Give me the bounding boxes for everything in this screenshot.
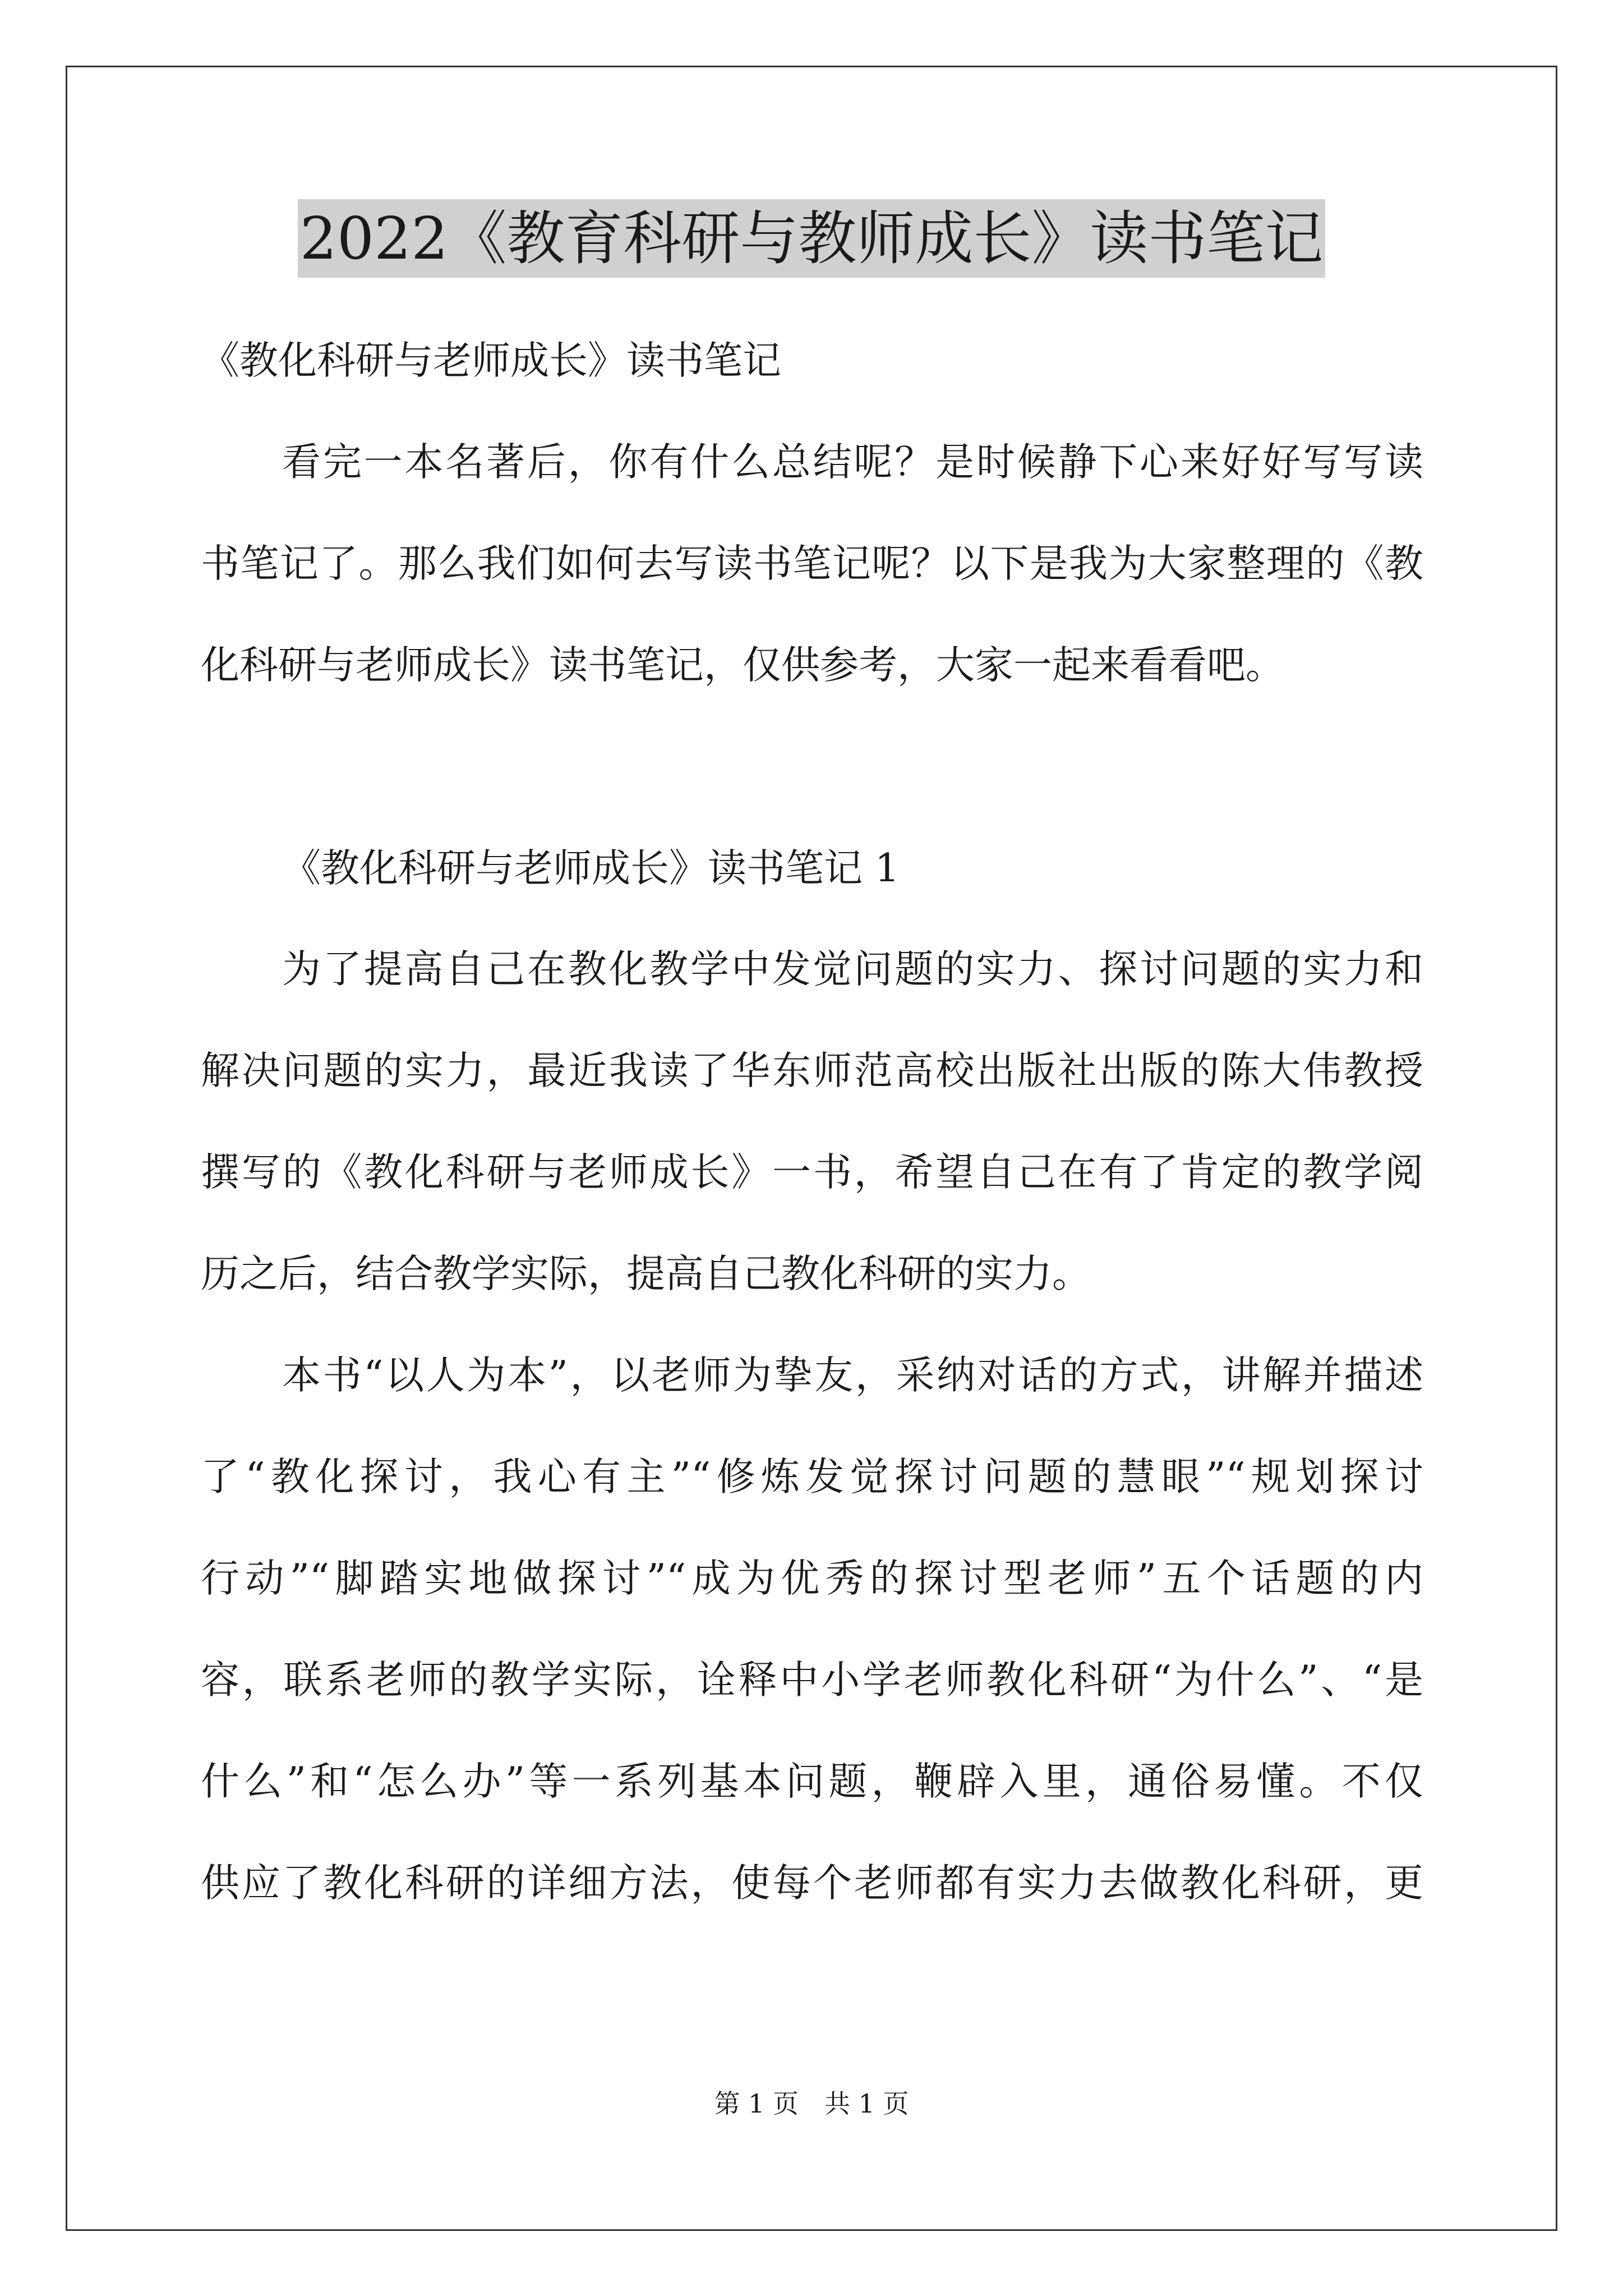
document-title	[0, 199, 1623, 278]
paragraph1-line-4: 历之后，结合教学实际，提高自己教化科研的实力。	[201, 1251, 1091, 1296]
intro-line-3: 化科研与老师成长》读书笔记，仅供参考，大家一起来看看吧。	[201, 643, 1284, 688]
paragraph2-line-2: 了“教化探讨，我心有主”“修炼发觉探讨问题的慧眼”“规划探讨	[201, 1455, 1423, 1499]
page-number-footer: 第 1 页 共 1 页	[714, 2088, 909, 2119]
paragraph1-line-3: 撰写的《教化科研与老师成长》一书，希望自己在有了肯定的教学阅	[201, 1150, 1423, 1195]
paragraph1-line-2: 解决问题的实力，最近我读了华东师范高校出版社出版的陈大伟教授	[201, 1048, 1423, 1093]
paragraph2-line-4: 容，联系老师的教学实际，诠释中小学老师教化科研“为什么”、“是	[201, 1658, 1423, 1703]
intro-line-1: 看完一本名著后，你有什么总结呢？是时候静下心来好好写写读	[282, 440, 1423, 485]
paragraph2-line-1: 本书“以人为本”，以老师为挚友，采纳对话的方式，讲解并描述	[282, 1353, 1423, 1398]
intro-line-2: 书笔记了。那么我们如何去写读书笔记呢？以下是我为大家整理的《教	[201, 541, 1423, 586]
paragraph1-line-1: 为了提高自己在教化教学中发觉问题的实力、探讨问题的实力和	[282, 947, 1423, 992]
document-subtitle: 《教化科研与老师成长》读书笔记	[201, 338, 781, 383]
paragraph2-line-6: 供应了教化科研的详细方法，使每个老师都有实力去做教化科研，更	[201, 1861, 1423, 1906]
paragraph2-line-3: 行动”“脚踏实地做探讨”“成为优秀的探讨型老师”五个话题的内	[201, 1556, 1423, 1601]
paragraph2-line-5: 什么”和“怎么办”等一系列基本问题，鞭辟入里，通俗易懂。不仅	[201, 1759, 1423, 1804]
section-heading: 《教化科研与老师成长》读书笔记 1	[282, 846, 900, 891]
document-title-text: 2022《教育科研与教师成长》读书笔记	[298, 199, 1326, 278]
